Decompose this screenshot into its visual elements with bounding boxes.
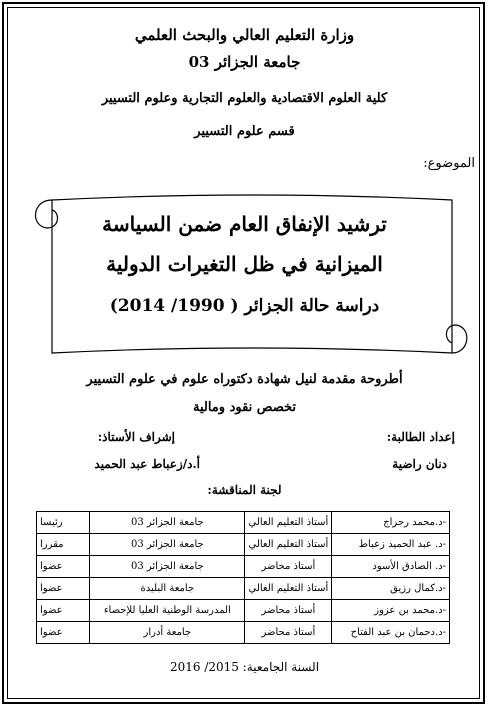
jury-member-rank: أستاذ التعليم العالي: [245, 534, 332, 556]
student-name: دنان راضية: [392, 457, 447, 471]
jury-member-university: جامعة الجزائر 03: [90, 556, 245, 578]
jury-member-university: جامعة البليدة: [90, 578, 245, 600]
jury-member-role: عضوا: [37, 578, 90, 600]
academic-year: [0, 660, 489, 674]
jury-member-rank: أستاذ محاضر: [245, 622, 332, 644]
faculty-name: كلية العلوم الاقتصادية والعلوم التجارية وعلوم التسيير: [101, 91, 388, 106]
table-row: [37, 600, 450, 622]
jury-member-name: -د. الصادق الأسود: [332, 556, 450, 578]
table-row: [37, 512, 450, 534]
ministry-name: وزارة التعليم العالي والبحث العلمي: [134, 26, 355, 44]
jury-member-role: عضوا: [37, 622, 90, 644]
jury-member-university: جامعة الجزائر 03: [90, 534, 245, 556]
subject-label: الموضوع:: [423, 156, 475, 171]
jury-member-university: جامعة الجزائر 03: [90, 512, 245, 534]
table-row: [37, 556, 450, 578]
academic-year-value: 2015/ 2016: [169, 660, 239, 674]
jury-table: [36, 511, 450, 644]
jury-member-rank: أستاذ التعليم العالي: [245, 578, 332, 600]
title-line-2: الميزانية في ظل التغيرات الدولية: [106, 252, 383, 276]
jury-member-rank: أستاذ محاضر: [245, 556, 332, 578]
jury-member-name: -د.كمال رزيق: [332, 578, 450, 600]
jury-label: لجنة المناقشة:: [207, 483, 282, 497]
supervisor-label: إشراف الأستاذ:: [97, 430, 175, 444]
jury-member-rank: أستاذ التعليم العالي: [245, 512, 332, 534]
jury-member-name: -د.دحمان بن عبد الفتاح: [332, 622, 450, 644]
university-name: جامعة الجزائر 03: [188, 53, 301, 71]
table-row: [37, 578, 450, 600]
jury-member-role: مقررا: [37, 534, 90, 556]
supervisor-name: أ.د/زعباط عبد الحميد: [94, 457, 200, 471]
jury-member-role: عضوا: [37, 600, 90, 622]
jury-member-university: المدرسة الوطنية العليا للإحصاء: [90, 600, 245, 622]
jury-member-rank: أستاذ محاضر: [245, 600, 332, 622]
jury-member-role: عضوا: [37, 556, 90, 578]
student-label: إعداد الطالبة:: [386, 430, 455, 444]
jury-member-name: -د.محمد بن عزوز: [332, 600, 450, 622]
jury-member-university: جامعة أدرار: [90, 622, 245, 644]
thesis-specialty: تخصص نقود ومالية: [192, 400, 297, 415]
department-name: قسم علوم التسيير: [194, 124, 295, 139]
jury-member-role: رئيسا: [37, 512, 90, 534]
title-line-1: ترشيد الإنفاق العام ضمن السياسة: [102, 212, 387, 236]
jury-member-name: -د.محمد رجراج: [332, 512, 450, 534]
table-row: [37, 534, 450, 556]
jury-member-name: -د. عبد الحميد زعباط: [332, 534, 450, 556]
academic-year-label: السنة الجامعية:: [242, 660, 320, 674]
table-row: [37, 622, 450, 644]
thesis-description: أطروحة مقدمة لنيل شهادة دكتوراه علوم في علوم التسيير: [86, 372, 403, 387]
title-line-3: دراسة حالة الجزائر ( 1990/ 2014): [109, 296, 380, 316]
